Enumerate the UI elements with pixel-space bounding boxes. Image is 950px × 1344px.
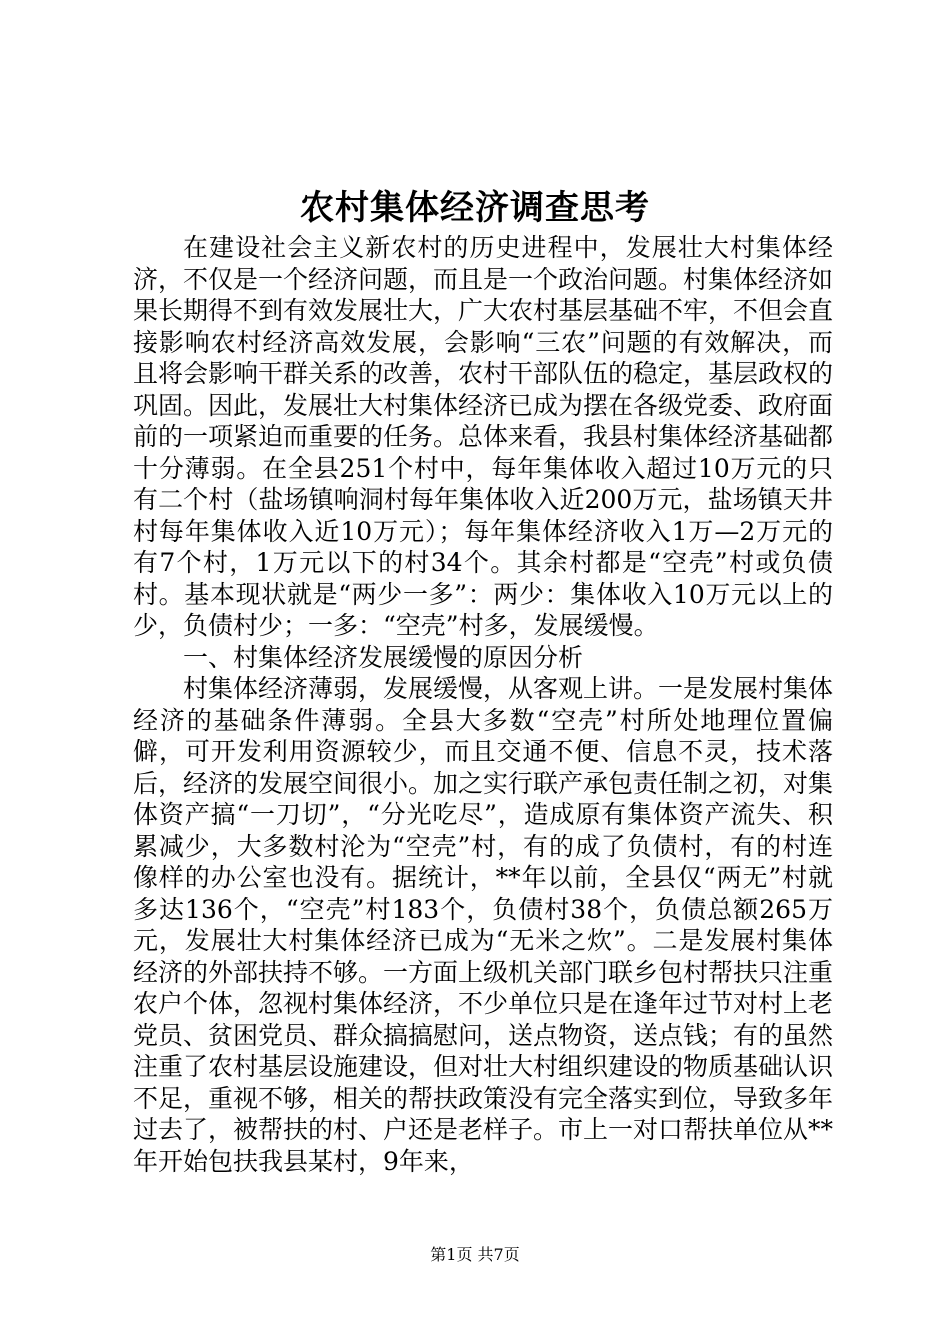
intro-paragraph: 在建设社会主义新农村的历史进程中，发展壮大村集体经济，不仅是一个经济问题，而且是一个政治问题。村集体经济如果长期得不到有效发展壮大，广大农村基层基础不牢，不但会直接影响农村经济高效发展，会影响“三农”问题的有效解决，而且将会影响干群关系的改善，农村干部队伍的稳定，基层政权的巩固。因此，发展壮大村集体经济已成为摆在各级党委、政府面前的一项紧迫而重要的任务。总体来看，我县村集体经济基础都十分薄弱。在全县251个村中，每年集体收入超过10万元的只有二个村（盐场镇响洞村每年集体收入近200万元，盐场镇天井村每年集体收入近10万元）；每年集体经济收入1万—2万元的有7个村，1万元以下的村34个。其余村都是“空壳”村或负债村。基本现状就是“两少一多”：两少：集体收入10万元以上的少，负债村少；一多：“空壳”村多，发展缓慢。 (133, 233, 834, 640)
page-footer: 第1页 共7页 (430, 1245, 520, 1264)
analysis-paragraph: 村集体经济薄弱，发展缓慢，从客观上讲。一是发展村集体经济的基础条件薄弱。全县大多数“空壳”村所处地理位置偏僻，可开发利用资源较少，而且交通不便、信息不灵，技术落后，经济的发展空间很小。加之实行联产承包责任制之初，对集体资产搞“一刀切”，“分光吃尽”，造成原有集体资产流失、积累减少，大多数村沦为“空壳”村，有的成了负债村，有的村连像样的办公室也没有。据统计，**年以前，全县仅“两无”村就多达136个，“空壳”村183个，负债村38个，负债总额265万元，发展壮大村集体经济已成为“无米之炊”。二是发展村集体经济的外部扶持不够。一方面上级机关部门联乡包村帮扶只注重农户个体，忽视村集体经济，不少单位只是在逢年过节对村上老党员、贫困党员、群众搞搞慰问，送点物资，送点钱；有的虽然注重了农村基层设施建设，但对壮大村组织建设的物质基础认识不足，重视不够，相关的帮扶政策没有完全落实到位，导致多年过去了，被帮扶的村、户还是老样子。市上一对口帮扶单位从**年开始包扶我县某村，9年来， (133, 674, 834, 1176)
section-heading: 一、村集体经济发展缓慢的原因分析 (183, 642, 584, 672)
document-body (133, 232, 833, 1177)
document-title: 农村集体经济调查思考 (300, 188, 650, 228)
